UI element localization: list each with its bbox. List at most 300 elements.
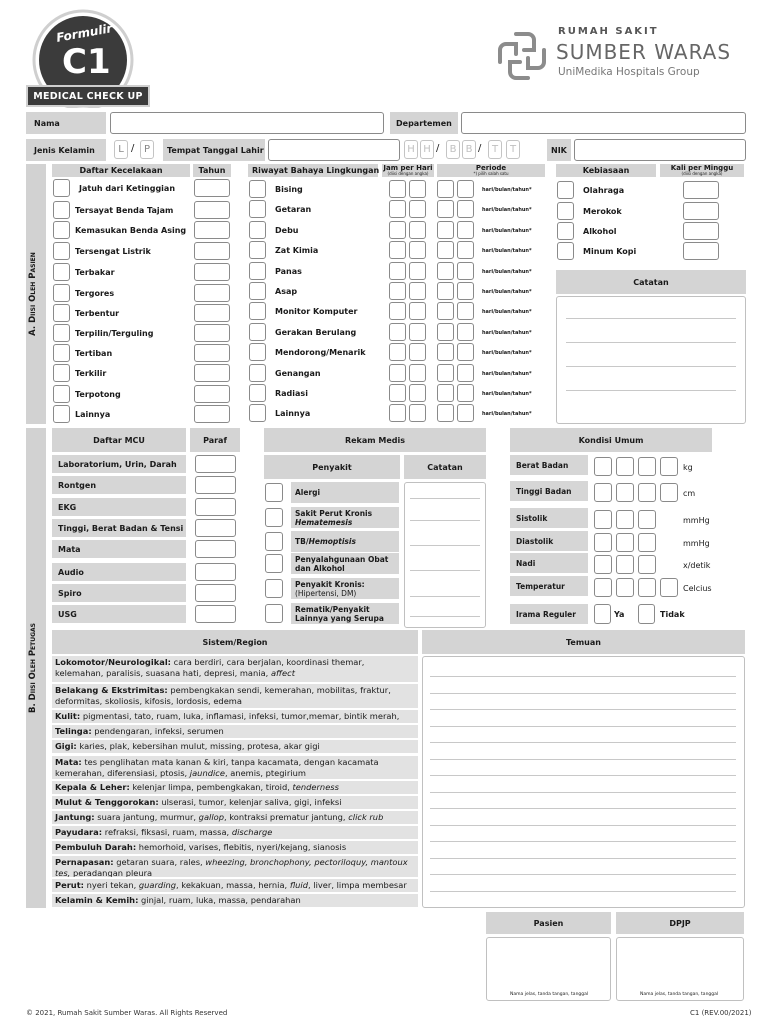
hazard-label: Mendorong/Menarik	[275, 348, 366, 357]
records-notes-line	[410, 545, 480, 546]
findings-line	[430, 841, 736, 842]
accident-label: Terbakar	[75, 268, 115, 277]
habit-checkbox[interactable]	[557, 242, 574, 260]
habit-count-field[interactable]	[683, 242, 719, 260]
footer-copyright: © 2021, Rumah Sakit Sumber Waras. All Rights Reserved	[26, 1009, 228, 1017]
vital-digit-box[interactable]	[638, 457, 656, 476]
hazard-hours-box[interactable]	[409, 200, 426, 218]
disease-checkbox[interactable]	[265, 508, 283, 527]
hazard-period-option: hari/bulan/tahun*	[482, 228, 532, 234]
vital-digit-box[interactable]	[616, 510, 634, 529]
system-row	[52, 879, 418, 892]
accident-label: Tertiban	[75, 349, 113, 358]
vital-label: Berat Badan	[510, 455, 588, 475]
hazard-checkbox[interactable]	[249, 200, 266, 218]
gender-p-box[interactable]: P	[140, 140, 154, 159]
disease-checkbox[interactable]	[265, 604, 283, 623]
system-text: getaran suara, rales,	[116, 857, 206, 867]
hazard-hours-box[interactable]	[389, 180, 406, 198]
system-row	[52, 710, 418, 723]
disease-checkbox[interactable]	[265, 554, 283, 573]
hazard-period-box[interactable]	[457, 241, 474, 259]
accident-checkbox[interactable]	[53, 405, 70, 423]
mcu-item: USG	[52, 605, 186, 623]
disease-item	[291, 578, 399, 599]
badge-code: C1	[62, 42, 111, 82]
system-text: suara jantung, murmur,	[97, 812, 199, 822]
hazard-checkbox[interactable]	[249, 384, 266, 402]
hazard-period-box[interactable]	[437, 241, 454, 259]
vital-unit: mmHg	[683, 539, 710, 548]
hazard-checkbox[interactable]	[249, 404, 266, 422]
accident-checkbox[interactable]	[53, 304, 70, 322]
hazard-checkbox[interactable]	[249, 221, 266, 239]
hazard-checkbox[interactable]	[249, 364, 266, 382]
accident-checkbox[interactable]	[53, 263, 70, 281]
accident-year-field[interactable]	[194, 284, 230, 302]
hazard-checkbox[interactable]	[249, 282, 266, 300]
hazard-period-box[interactable]	[457, 302, 474, 320]
system-name: Belakang & Ekstrimitas:	[55, 685, 168, 695]
hazard-period-box[interactable]	[457, 221, 474, 239]
hazard-hours-box[interactable]	[389, 323, 406, 341]
notes-line	[566, 366, 736, 367]
gender-l-box[interactable]: L	[114, 140, 128, 159]
vital-unit: cm	[683, 489, 696, 498]
hazard-period-option: hari/bulan/tahun*	[482, 391, 532, 397]
system-row	[52, 756, 418, 779]
birth-date-box[interactable]: B	[446, 140, 460, 159]
system-italic: gallop	[198, 812, 224, 822]
hazard-hours-box[interactable]	[389, 364, 406, 382]
birth-date-box[interactable]: T	[488, 140, 502, 159]
records-notes-line	[410, 570, 480, 571]
vital-digit-box[interactable]	[594, 533, 612, 552]
hazard-label: Radiasi	[275, 389, 308, 398]
disease-name: Sakit Perut Kronis	[295, 508, 373, 518]
mcu-item: Rontgen	[52, 476, 186, 494]
findings-line	[430, 874, 736, 875]
accident-checkbox[interactable]	[53, 344, 70, 362]
disease-detail: Hematemesis	[295, 517, 353, 527]
mcu-header: Daftar MCU	[52, 428, 186, 452]
hazard-hours-box[interactable]	[409, 282, 426, 300]
mcu-item: Spiro	[52, 584, 186, 602]
system-row	[52, 894, 418, 907]
habit-label: Olahraga	[583, 186, 625, 195]
accident-checkbox[interactable]	[53, 221, 70, 239]
mcu-paraf-field[interactable]	[195, 455, 236, 473]
system-name: Mulut & Tenggorokan:	[55, 797, 159, 807]
accident-checkbox[interactable]	[53, 284, 70, 302]
disease-detail: Lainnya yang Serupa	[295, 613, 384, 623]
hazard-period-box[interactable]	[457, 282, 474, 300]
system-text: nyeri tekan,	[86, 880, 139, 890]
hospital-name: SUMBER WARAS	[556, 40, 732, 64]
hazard-hours-box[interactable]	[409, 343, 426, 361]
habit-checkbox[interactable]	[557, 181, 574, 199]
disease-detail: (Hipertensi, DM)	[295, 588, 357, 598]
vital-digit-box[interactable]	[616, 555, 634, 574]
gender-label: Jenis Kelamin	[26, 139, 106, 161]
system-name: Gigi:	[55, 741, 77, 751]
vital-label: Diastolik	[510, 531, 588, 551]
disease-item	[291, 531, 399, 552]
disease-item	[291, 603, 399, 624]
vital-digit-box[interactable]	[638, 510, 656, 529]
hazard-period-box[interactable]	[457, 200, 474, 218]
mcu-paraf-field[interactable]	[195, 540, 236, 558]
disease-item	[291, 507, 399, 528]
vital-label: Sistolik	[510, 508, 588, 528]
habit-checkbox[interactable]	[557, 222, 574, 240]
accident-year-field[interactable]	[194, 405, 230, 423]
hazard-period-box[interactable]	[457, 384, 474, 402]
records-notes-box[interactable]	[404, 482, 486, 628]
accident-year-field[interactable]	[194, 263, 230, 281]
accident-checkbox[interactable]	[53, 385, 70, 403]
system-tail2: , liver, limpa membesar	[308, 880, 407, 890]
rhythm-label: Irama Reguler	[510, 604, 588, 624]
mcu-item: EKG	[52, 498, 186, 516]
hours-header-note: (diisi dengan angka)	[387, 170, 429, 176]
accident-year-field[interactable]	[194, 221, 230, 239]
accident-year-field[interactable]	[194, 201, 230, 219]
vital-digit-box[interactable]	[638, 555, 656, 574]
system-tail: , anemis, ptegirium	[224, 767, 306, 778]
disease-name: Alergi	[295, 488, 321, 497]
vital-digit-box[interactable]	[594, 578, 612, 597]
hospital-line1: RUMAH SAKIT	[558, 26, 659, 37]
hazard-label: Asap	[275, 287, 298, 296]
hazard-period-option: hari/bulan/tahun*	[482, 269, 532, 275]
vital-label: Tinggi Badan	[510, 481, 588, 501]
hazard-hours-box[interactable]	[389, 200, 406, 218]
accident-year-field[interactable]	[194, 304, 230, 322]
accident-year-field[interactable]	[194, 344, 230, 362]
hazard-hours-box[interactable]	[389, 302, 406, 320]
birth-place-field[interactable]	[268, 139, 400, 161]
rhythm-no-checkbox[interactable]	[638, 604, 655, 624]
system-text: pendengaran, infeksi, serumen	[94, 726, 224, 736]
findings-line	[430, 775, 736, 776]
patient-sign-header: Pasien	[486, 912, 611, 934]
gender-slash: /	[131, 143, 135, 154]
vital-digit-box[interactable]	[638, 578, 656, 597]
hazard-period-box[interactable]	[437, 200, 454, 218]
vital-digit-box[interactable]	[616, 578, 634, 597]
vital-digit-box[interactable]	[660, 457, 678, 476]
hazard-label: Getaran	[275, 205, 312, 214]
hazard-period-box[interactable]	[437, 221, 454, 239]
vital-digit-box[interactable]	[660, 578, 678, 597]
vital-digit-box[interactable]	[594, 510, 612, 529]
hazard-label: Lainnya	[275, 409, 311, 418]
findings-line	[430, 693, 736, 694]
system-italic2: fluid	[289, 880, 309, 890]
hazard-label: Zat Kimia	[275, 246, 319, 255]
system-text: karies, plak, kebersihan mulut, missing, protesa, akar gigi	[79, 741, 320, 751]
findings-line	[430, 792, 736, 793]
disease-detail: dan Alkohol	[295, 563, 345, 573]
department-label: Departemen	[390, 112, 458, 134]
disease-header: Penyakit	[264, 455, 400, 479]
system-text: cara berdiri, cara berjalan, koordinasi themar, kelemahan, paralisis, suasana hati, depresi, mania,	[55, 657, 365, 678]
hazard-hours-box[interactable]	[389, 241, 406, 259]
system-text: hemorhoid, varises, flebitis, nyeri/kejang, sianosis	[138, 842, 347, 852]
notes-box[interactable]	[556, 296, 746, 424]
per-week-label: Kali per Minggu	[670, 163, 734, 172]
habits-header: Kebiasaan	[556, 164, 656, 177]
system-name: Jantung:	[55, 812, 95, 822]
hazard-hours-box[interactable]	[409, 364, 426, 382]
system-row	[52, 684, 418, 708]
hazard-hours-box[interactable]	[389, 262, 406, 280]
vital-digit-box[interactable]	[616, 457, 634, 476]
hazard-hours-box[interactable]	[389, 221, 406, 239]
habit-count-field[interactable]	[683, 202, 719, 220]
hazard-period-box[interactable]	[457, 343, 474, 361]
records-notes-line	[410, 596, 480, 597]
accident-label: Lainnya	[75, 410, 111, 419]
system-italic: affect	[270, 667, 295, 678]
hazard-period-option: hari/bulan/tahun*	[482, 411, 532, 417]
findings-line	[430, 759, 736, 760]
accident-checkbox[interactable]	[53, 364, 70, 382]
vital-digit-box[interactable]	[660, 483, 678, 502]
system-tail: , kontraksi prematur jantung,	[223, 812, 349, 822]
accident-checkbox[interactable]	[53, 242, 70, 260]
system-row	[52, 656, 418, 682]
hazard-checkbox[interactable]	[249, 302, 266, 320]
disease-checkbox[interactable]	[265, 579, 283, 598]
disease-checkbox[interactable]	[265, 483, 283, 502]
birth-date-box[interactable]: T	[506, 140, 520, 159]
accident-label: Terbentur	[75, 309, 120, 318]
name-field[interactable]	[110, 112, 384, 134]
vital-digit-box[interactable]	[638, 483, 656, 502]
mcu-paraf-field[interactable]	[195, 498, 236, 516]
hazard-period-option: hari/bulan/tahun*	[482, 350, 532, 356]
hazard-label: Panas	[275, 267, 302, 276]
rhythm-yes-checkbox[interactable]	[594, 604, 611, 624]
vital-digit-box[interactable]	[594, 483, 612, 502]
vital-unit: Celcius	[683, 584, 712, 593]
system-italic: guarding	[138, 880, 177, 890]
accident-checkbox[interactable]	[53, 201, 70, 219]
accident-label: Terpilin/Terguling	[75, 329, 154, 338]
disease-name: Penyalahgunaan Obat	[295, 554, 389, 564]
vital-digit-box[interactable]	[594, 555, 612, 574]
habit-count-field[interactable]	[683, 222, 719, 240]
hospital-group: UniMedika Hospitals Group	[558, 66, 700, 78]
date-slash: /	[436, 143, 440, 154]
hazard-hours-box[interactable]	[409, 221, 426, 239]
findings-line	[430, 709, 736, 710]
accident-checkbox[interactable]	[53, 179, 70, 197]
system-text: pigmentasi, tato, ruam, luka, inflamasi, infeksi, tumor,memar, bintik merah,	[82, 711, 400, 721]
disease-name: Rematik/Penyakit	[295, 604, 370, 614]
accident-label: Kemasukan Benda Asing	[75, 226, 187, 235]
period-header-label: Periode	[475, 163, 507, 172]
paraf-header: Paraf	[190, 428, 240, 452]
per-week-header	[660, 164, 744, 177]
mcu-paraf-field[interactable]	[195, 476, 236, 494]
mcu-paraf-field[interactable]	[195, 519, 236, 537]
disease-name: TB/	[295, 537, 309, 546]
system-italic: discharge	[231, 827, 273, 837]
disease-detail: Hemoptisis	[308, 537, 356, 546]
hazard-checkbox[interactable]	[249, 262, 266, 280]
hazard-period-box[interactable]	[437, 302, 454, 320]
birth-date-box[interactable]: B	[462, 140, 476, 159]
hazard-label: Bising	[275, 185, 303, 194]
system-row	[52, 841, 418, 854]
hazard-header: Riwayat Bahaya Lingkungan	[248, 164, 378, 177]
findings-line	[430, 742, 736, 743]
hazard-hours-box[interactable]	[389, 343, 406, 361]
hazard-period-option: hari/bulan/tahun*	[482, 187, 532, 193]
hazard-period-option: hari/bulan/tahun*	[482, 248, 532, 254]
records-notes-line	[410, 498, 480, 499]
hazard-hours-box[interactable]	[409, 180, 426, 198]
hazard-period-box[interactable]	[437, 384, 454, 402]
accident-label: Terpotong	[75, 390, 121, 399]
accident-year-field[interactable]	[194, 242, 230, 260]
hazard-hours-box[interactable]	[409, 323, 426, 341]
hazard-period-box[interactable]	[457, 364, 474, 382]
habit-count-field[interactable]	[683, 181, 719, 199]
notes-line	[566, 318, 736, 319]
hazard-checkbox[interactable]	[249, 323, 266, 341]
hazard-period-box[interactable]	[437, 343, 454, 361]
hazard-period-box[interactable]	[437, 180, 454, 198]
hazard-period-option: hari/bulan/tahun*	[482, 309, 532, 315]
hazard-period-box[interactable]	[457, 262, 474, 280]
hazard-period-box[interactable]	[437, 364, 454, 382]
vital-digit-box[interactable]	[594, 457, 612, 476]
habit-checkbox[interactable]	[557, 202, 574, 220]
mcu-item: Laboratorium, Urin, Darah	[52, 455, 186, 473]
disease-name: Penyakit Kronis:	[295, 579, 365, 589]
vital-digit-box[interactable]	[638, 533, 656, 552]
mcu-item: Audio	[52, 563, 186, 581]
section-a-label: A. Diisi Oleh Pasien	[28, 252, 38, 336]
department-field[interactable]	[461, 112, 746, 134]
system-row	[52, 856, 418, 877]
habit-label: Merokok	[583, 207, 622, 216]
accident-year-field[interactable]	[194, 179, 230, 197]
hazard-hours-box[interactable]	[409, 241, 426, 259]
date-slash: /	[478, 143, 482, 154]
period-header-note: *) pilih salah satu	[473, 170, 509, 176]
hazard-period-box[interactable]	[437, 404, 454, 422]
findings-line	[430, 891, 736, 892]
accident-year-field[interactable]	[194, 385, 230, 403]
habit-label: Minum Kopi	[583, 247, 637, 256]
accident-year-field[interactable]	[194, 324, 230, 342]
hazard-hours-box[interactable]	[389, 384, 406, 402]
badge-title: Formulir	[55, 21, 114, 45]
doctor-sign-caption: Nama jelas, tanda tangan, tanggal	[640, 992, 719, 997]
hours-header	[382, 164, 434, 177]
findings-box[interactable]	[422, 656, 745, 908]
notes-line	[566, 342, 736, 343]
habit-label: Alkohol	[583, 227, 617, 236]
hazard-period-box[interactable]	[457, 180, 474, 198]
hospital-logo-icon	[496, 30, 548, 82]
hazard-hours-box[interactable]	[409, 262, 426, 280]
mcu-paraf-field[interactable]	[195, 605, 236, 623]
hazard-period-option: hari/bulan/tahun*	[482, 330, 532, 336]
records-header: Rekam Medis	[264, 428, 486, 452]
accident-year-field[interactable]	[194, 364, 230, 382]
hazard-hours-box[interactable]	[409, 404, 426, 422]
findings-line	[430, 858, 736, 859]
hazard-hours-box[interactable]	[389, 404, 406, 422]
system-text: kelenjar limpa, pembengkakan, tiroid,	[132, 782, 293, 792]
mcu-item: Tinggi, Berat Badan & Tensi	[52, 519, 186, 537]
hazard-checkbox[interactable]	[249, 180, 266, 198]
records-notes-header: Catatan	[404, 455, 486, 479]
hazard-period-box[interactable]	[437, 262, 454, 280]
system-row	[52, 725, 418, 738]
vital-unit: kg	[683, 463, 693, 472]
accident-label: Terkilir	[75, 369, 107, 378]
mcu-paraf-field[interactable]	[195, 584, 236, 602]
hazard-period-box[interactable]	[457, 323, 474, 341]
hazard-hours-box[interactable]	[409, 302, 426, 320]
system-row	[52, 740, 418, 753]
system-name: Payudara:	[55, 827, 103, 837]
birth-date-box[interactable]: H	[404, 140, 418, 159]
hazard-label: Gerakan Berulang	[275, 328, 357, 337]
year-header: Tahun	[193, 164, 231, 177]
birth-label: Tempat Tanggal Lahir	[163, 139, 265, 161]
system-name: Perut:	[55, 880, 84, 890]
records-notes-line	[410, 616, 480, 617]
notes-line	[566, 390, 736, 391]
system-header: Sistem/Region	[52, 630, 418, 654]
doctor-sign-header: DPJP	[616, 912, 744, 934]
findings-line	[430, 808, 736, 809]
hazard-period-option: hari/bulan/tahun*	[482, 371, 532, 377]
period-header	[437, 164, 545, 177]
system-row	[52, 796, 418, 809]
hazard-checkbox[interactable]	[249, 343, 266, 361]
hazard-hours-box[interactable]	[409, 384, 426, 402]
birth-date-box[interactable]: H	[420, 140, 434, 159]
system-name: Kelamin & Kemih:	[55, 895, 139, 905]
hazard-period-option: hari/bulan/tahun*	[482, 207, 532, 213]
disease-checkbox[interactable]	[265, 532, 283, 551]
accident-checkbox[interactable]	[53, 324, 70, 342]
hazard-checkbox[interactable]	[249, 241, 266, 259]
nik-field[interactable]	[574, 139, 746, 161]
mcu-paraf-field[interactable]	[195, 563, 236, 581]
hazard-period-box[interactable]	[437, 282, 454, 300]
form-banner	[26, 85, 150, 107]
vital-digit-box[interactable]	[616, 483, 634, 502]
hazard-period-box[interactable]	[437, 323, 454, 341]
system-name: Kulit:	[55, 711, 81, 721]
hazard-period-box[interactable]	[457, 404, 474, 422]
vital-unit: mmHg	[683, 516, 710, 525]
vital-digit-box[interactable]	[616, 533, 634, 552]
accident-label: Jatuh dari Ketinggian	[79, 184, 176, 193]
vital-unit: x/detik	[683, 561, 711, 570]
hazard-hours-box[interactable]	[389, 282, 406, 300]
